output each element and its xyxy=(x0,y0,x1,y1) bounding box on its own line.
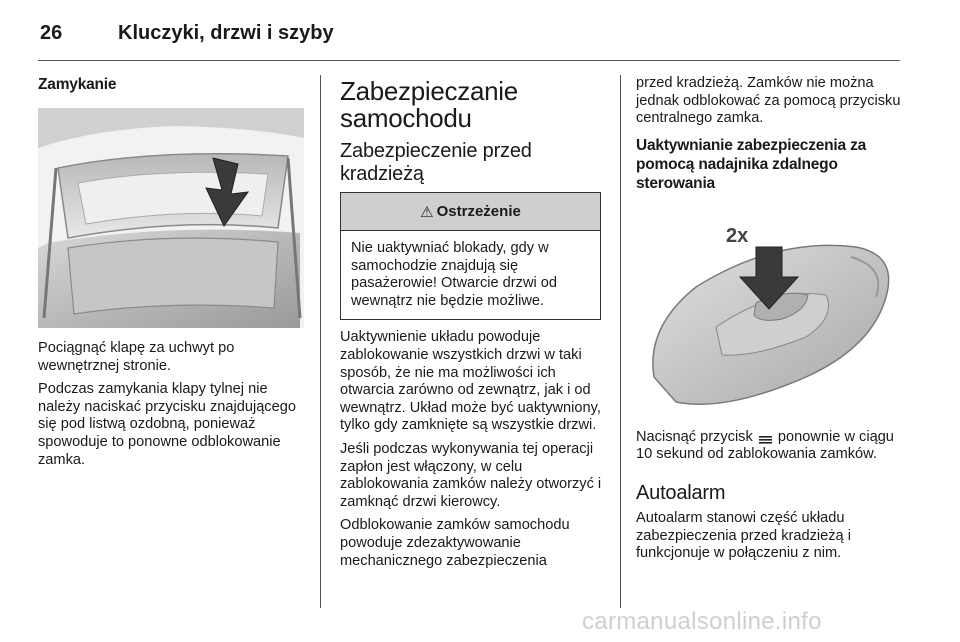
tailgate-closing-illustration xyxy=(38,108,304,328)
security-para-1: Uaktywnienie układu powoduje zablokowanie wszystkich drzwi w taki sposób, że nie ma możliwości ich otwarcia zarówno od zewnątrz, jak i od wewnątrz. Układ może być uaktywniony, tylko gdy zamknięte są wszystkie drzwi. xyxy=(340,329,601,434)
column-remote xyxy=(636,75,904,569)
closing-heading: Zamykanie xyxy=(38,76,117,93)
press-instruction xyxy=(636,429,904,464)
warning-triangle-icon: ⚠ xyxy=(420,203,434,221)
warning-header xyxy=(341,193,600,231)
continued-text: przed kradzieżą. Zamków nie można jednak odblokować za pomocą przycisku centralnego zamka. xyxy=(636,75,901,127)
page-number: 26 xyxy=(40,22,63,44)
column-divider-1 xyxy=(320,75,321,608)
closing-note: Podczas zamykania klapy tylnej nie należy naciskać przycisku znajdującego się pod listwą ozdobną, ponieważ spowoduje to ponowne odblokowanie zamka. xyxy=(38,381,296,468)
security-title: Zabezpieczanie samochodu xyxy=(340,76,518,133)
warning-label: Ostrzeżenie xyxy=(436,203,521,220)
closing-instruction: Pociągnąć klapę za uchwyt po wewnętrznej stronie. xyxy=(38,340,235,374)
header-divider xyxy=(38,60,900,61)
column-closing xyxy=(38,75,306,475)
warning-body xyxy=(341,231,600,319)
press-text-after: ponownie w ciągu 10 sekund od zablokowania zamków. xyxy=(636,428,894,463)
remote-activation-heading: Uaktywnianie zabezpieczenia za pomocą nadajnika zdalnego sterowania xyxy=(636,136,867,192)
column-divider-2 xyxy=(620,75,621,608)
security-para-3: Odblokowanie zamków samochodu powoduje zdezaktywowanie mechanicznego zabezpieczenia xyxy=(340,517,570,569)
column-security xyxy=(340,78,602,576)
autoalarm-text: Autoalarm stanowi część układu zabezpieczenia przed kradzieżą i funkcjonuje w połączeniu z nim. xyxy=(636,509,851,562)
warning-text: Nie uaktywniać blokady, gdy w samochodzie znajdują się pasażerowie! Otwarcie drzwi od wewnątrz nie będzie możliwe. xyxy=(351,240,558,309)
watermark: carmanualsonline.info xyxy=(582,608,822,635)
autoalarm-title: Autoalarm xyxy=(636,481,726,504)
remote-key-press-illustration xyxy=(636,207,902,417)
lock-button-icon xyxy=(759,432,772,441)
security-para-2: Jeśli podczas wykonywania tej operacji zapłon jest włączony, w celu zablokowania zamków należy otworzyć i zamknąć drzwi kierowcy. xyxy=(340,440,602,510)
press-count-label: 2x xyxy=(726,224,749,247)
anti-theft-subtitle: Zabezpieczenie przed kradzieżą xyxy=(340,140,532,185)
press-text-before: Nacisnąć przycisk xyxy=(636,428,753,445)
page-header xyxy=(38,18,900,62)
section-title: Kluczyki, drzwi i szyby xyxy=(118,22,334,44)
warning-box xyxy=(340,192,601,320)
